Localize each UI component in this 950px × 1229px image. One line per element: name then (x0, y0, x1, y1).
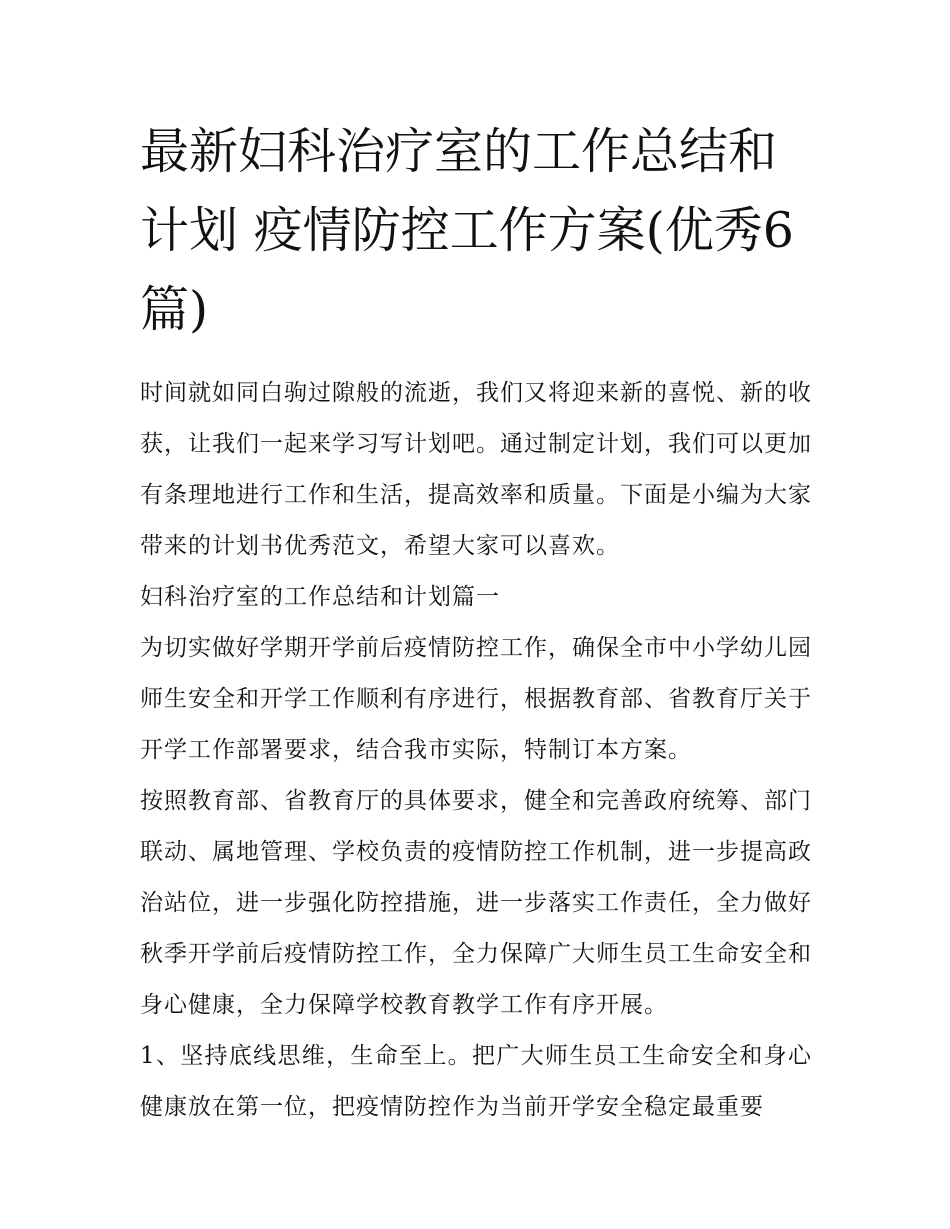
document-page (140, 112, 812, 1133)
body-paragraph: 为切实做好学期开学前后疫情防控工作，确保全市中小学幼儿园师生安全和开学工作顺利有序进行，根据教育部、省教育厅关于开学工作部署要求，结合我市实际，特制订本方案。 (140, 635, 812, 763)
section-heading: 妇科治疗室的工作总结和计划篇一 (140, 584, 500, 610)
intro-paragraph: 时间就如同白驹过隙般的流逝，我们又将迎来新的喜悦、新的收获，让我们一起来学习写计划吧。通过制定计划，我们可以更加有条理地进行工作和生活，提高效率和质量。下面是小编为大家带来的计划书优秀范文，希望大家可以喜欢。 (140, 380, 812, 559)
list-item-paragraph: 1、坚持底线思维，生命至上。把广大师生员工生命安全和身心健康放在第一位，把疫情防控作为当前开学安全稳定最重要 (140, 1043, 812, 1120)
body-paragraph: 按照教育部、省教育厅的具体要求，健全和完善政府统筹、部门联动、属地管理、学校负责的疫情防控工作机制，进一步提高政治站位，进一步强化防控措施，进一步落实工作责任，全力做好秋季开学前后疫情防控工作，全力保障广大师生员工生命安全和身心健康，全力保障学校教育教学工作有序开展。 (140, 788, 812, 1018)
document-title: 最新妇科治疗室的工作总结和计划 疫情防控工作方案(优秀6篇) (140, 123, 794, 338)
